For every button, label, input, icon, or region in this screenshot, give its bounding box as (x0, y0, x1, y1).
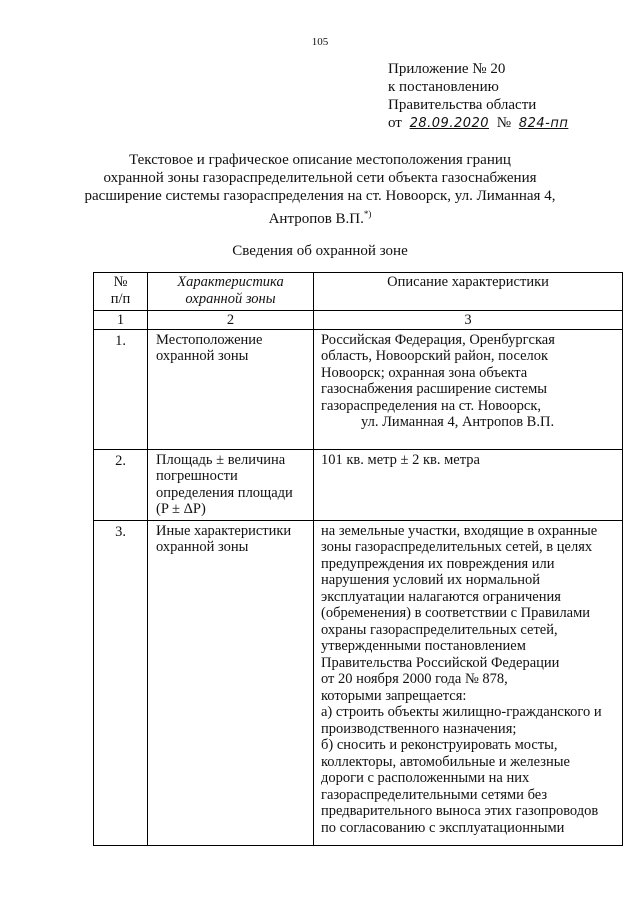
row-description (314, 520, 623, 845)
header-col-description: Описание характеристики (314, 273, 623, 311)
row-characteristic (148, 329, 314, 449)
date-prefix: от (388, 115, 402, 131)
text-line: а) строить объекты жилищно-гражданского и (321, 704, 602, 720)
text-line: охраны газораспределительных сетей, (321, 621, 558, 638)
section-subtitle: Сведения об охранной зоне (232, 243, 408, 259)
row-characteristic (148, 520, 314, 845)
table-column-numbers-row (94, 311, 623, 330)
row-number: 3. (94, 520, 148, 845)
appendix-line-3: Правительства области (388, 97, 537, 113)
text-line: охранной зоны (156, 348, 249, 364)
text-line: производственного назначения; (321, 720, 517, 737)
column-number: 3 (314, 311, 623, 330)
appendix-line-2: к постановлению (388, 79, 499, 95)
column-number: 1 (94, 311, 148, 330)
footnote-mark: *) (363, 209, 372, 219)
title-line-1: Текстовое и графическое описание местоположения границ (129, 152, 511, 168)
title-line-2: охранной зоны газораспределительной сети объекта газоснабжения (103, 170, 537, 186)
table-row (94, 329, 623, 449)
number-prefix: № (496, 115, 512, 131)
text-line: (обременения) в соответствии с Правилами (321, 605, 591, 621)
row-number: 2. (94, 449, 148, 520)
text-line: Местоположение (156, 331, 263, 348)
column-number: 2 (148, 311, 314, 330)
page-number: 105 (311, 36, 329, 48)
text-line: газораспределительными сетями без (321, 786, 548, 803)
header-col1-line: п/п (110, 290, 131, 307)
text-line: эксплуатации налагаются ограничения (321, 588, 561, 605)
table-header-row (94, 273, 623, 311)
text-line: от 20 ноября 2000 года № 878, (321, 671, 508, 687)
title-line-3: расширение системы газораспределения на ст. Новоорск, ул. Лиманная 4, (84, 188, 556, 204)
text-line: Площадь ± величина (156, 451, 286, 468)
text-line: Иные характеристики (156, 522, 292, 539)
row-number: 1. (94, 329, 148, 449)
text-line: предварительного выноса этих газопроводов (321, 803, 599, 819)
title-owner: Антропов В.П. (268, 211, 364, 227)
text-line: нарушения условий их нормальной (321, 572, 541, 588)
appendix-date-line (388, 114, 572, 133)
text-line: которыми запрещается: (321, 687, 467, 704)
text-line: зоны газораспределительных сетей, в целях (321, 539, 593, 555)
text-line: (P ± ΔP) (156, 501, 206, 517)
document-title (80, 151, 560, 228)
row-characteristic (148, 449, 314, 520)
text-line: Правительства Российской Федерации (321, 654, 560, 671)
appendix-line-1: Приложение № 20 (388, 61, 506, 77)
appendix-block (388, 60, 572, 133)
header-col2-line: Характеристика (177, 274, 284, 290)
table-row (94, 520, 623, 845)
title-line-4 (80, 205, 560, 228)
header-col-number (94, 273, 148, 311)
protection-zone-table (93, 272, 623, 846)
text-line: погрешности (156, 468, 238, 484)
table-row (94, 449, 623, 520)
text-line: газоснабжения расширение системы (321, 381, 547, 397)
text-line: Новоорск; охранная зона объекта (321, 364, 528, 381)
text-line: на земельные участки, входящие в охранные (321, 522, 598, 539)
text-line: 101 кв. метр ± 2 кв. метра (321, 451, 480, 468)
text-line: ул. Лиманная 4, Антропов В.П. (361, 414, 555, 430)
handwritten-date: 28.09.2020 (409, 116, 490, 131)
text-line: газораспределения на ст. Новоорск, (321, 397, 542, 414)
text-line: охранной зоны (156, 539, 249, 555)
text-line: предупреждения их повреждения или (321, 555, 555, 572)
text-line: дороги с расположенными на них (321, 770, 530, 786)
text-line: коллекторы, автомобильные и железные (321, 753, 570, 770)
row-description (314, 449, 623, 520)
text-line: б) сносить и реконструировать мосты, (321, 737, 558, 753)
text-line: по согласованию с эксплуатационными (321, 819, 565, 836)
header-col-characteristic (148, 273, 314, 311)
text-line: Российская Федерация, Оренбургская (321, 331, 555, 348)
handwritten-number: 824-пп (518, 116, 569, 131)
row-description (314, 329, 623, 449)
header-col2-line: охранной зоны (185, 290, 276, 307)
text-line: определения площади (156, 484, 293, 501)
text-line: область, Новоорский район, поселок (321, 348, 549, 364)
text-line: утвержденными постановлением (321, 638, 526, 654)
header-col1-line: № (113, 274, 128, 290)
